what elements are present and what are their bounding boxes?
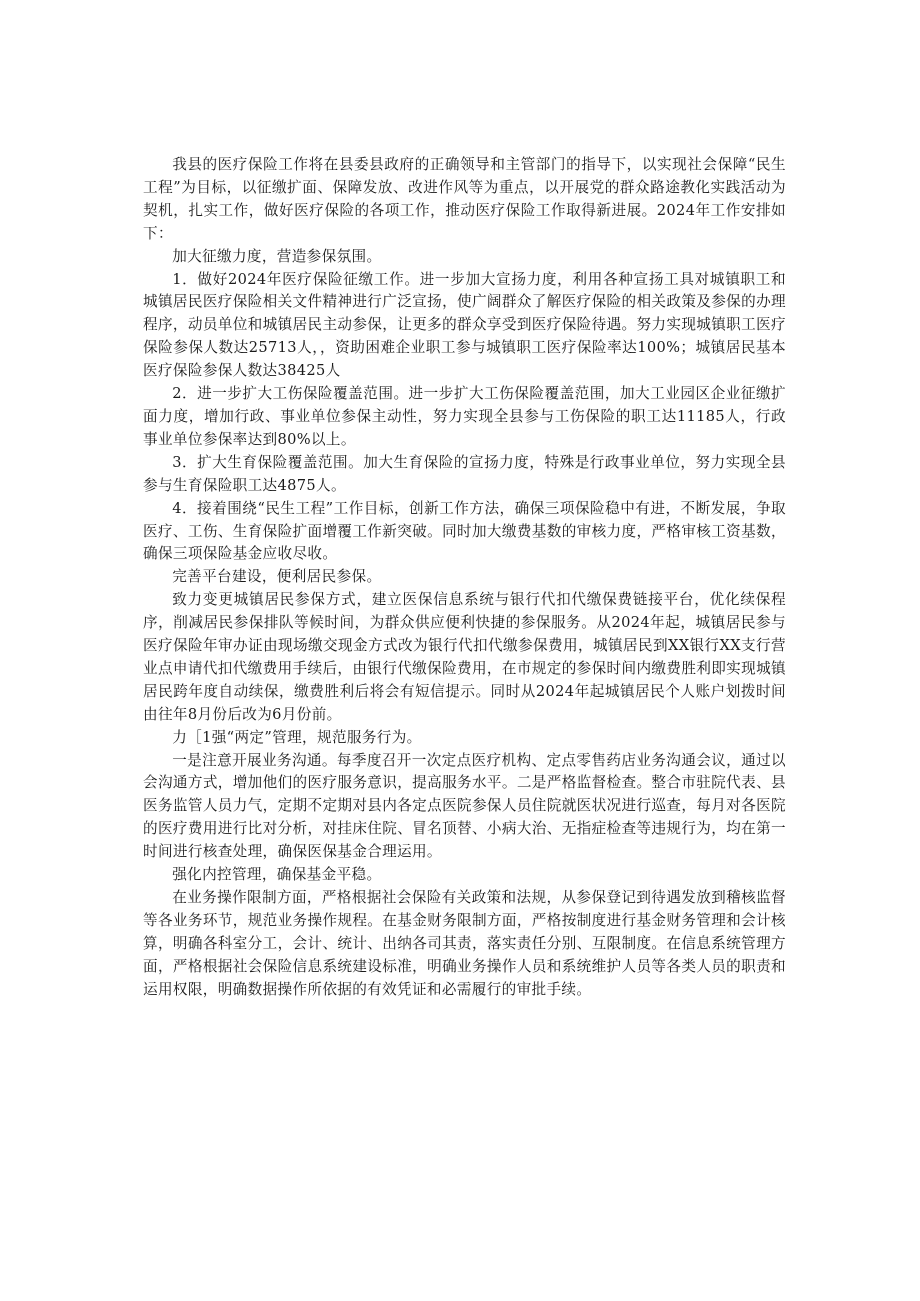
section-heading-platform: 完善平台建设，便利居民参保。	[172, 568, 382, 586]
section-heading-internal-control: 强化内控管理，确保基金平稳。	[172, 866, 382, 884]
platform-paragraph: 致力变更城镇居民参保方式，建立医保信息系统与银行代扣代缴保费链接平台，优化续保程序，削减居民参保排队等候时间，为群众供应便利快捷的参保服务。从2024年起，城镇居民参与医疗保险年审办证由现场缴交现金方式改为银行代扣代缴参保费用，城镇居民到XX银行XX支行营业点申请代扣代缴费用手续后，由银行代缴保险费用，在市规定的参保时间内缴费胜利即实现城镇居民跨年度自动续保，缴费胜利后将会有短信提示。同时从2024年起城镇居民个人账户划拨时间由往年8月份后改为6月份前。	[143, 591, 786, 723]
section-heading-management: 力［1强“两定”管理，规范服务行为。	[172, 728, 422, 746]
item-3-maternity-insurance: 3．扩大生育保险覆盖范围。加大生育保险的宣扬力度，特殊是行政事业单位，努力实现全县参与生育保险职工达4875人。	[143, 453, 786, 494]
item-1-medical-insurance: 1．做好2024年医疗保险征缴工作。进一步加大宣扬力度，利用各种宣扬工具对城镇职工和城镇居民医疗保险相关文件精神进行广泛宣扬，使广阔群众了解医疗保险的相关政策及参保的办理程序，动员单位和城镇居民主动参保，让更多的群众享受到医疗保险待遇。努力实现城镇职工医疗保险参保人数达25713人，，资助困难企业职工参与城镇职工医疗保险率达100%；城镇居民基本医疗保险参保人数达38425人	[143, 270, 786, 380]
document-body	[143, 154, 786, 1002]
item-2-work-injury-insurance: 2．进一步扩大工伤保险覆盖范围。进一步扩大工伤保险覆盖范围，加大工业园区企业征缴扩面力度，增加行政、事业单位参保主动性，努力实现全县参与工伤保险的职工达11185人，行政事业单位参保率达到80%以上。	[143, 385, 786, 448]
internal-control-paragraph: 在业务操作限制方面，严格根据社会保险有关政策和法规，从参保登记到待遇发放到稽核监督等各业务环节，规范业务操作规程。在基金财务限制方面，严格按制度进行基金财务管理和会计核算，明确各科室分工，会计、统计、出纳各司其责，落实责任分别、互限制度。在信息系统管理方面，严格根据社会保险信息系统建设标准，明确业务操作人员和系统维护人员等各类人员的职责和运用权限，明确数据操作所依据的有效凭证和必需履行的审批手续。	[143, 889, 786, 998]
management-paragraph: 一是注意开展业务沟通。每季度召开一次定点医疗机构、定点零售药店业务沟通会议，通过以会沟通方式，增加他们的医疗服务意识，提高服务水平。二是严格监督检查。整合市驻院代表、县医务监管人员力气，定期不定期对县内各定点医院参保人员住院就医状况进行巡查，每月对各医院的医疗费用进行比对分析，对挂床住院、冒名顶替、小病大治、无指症检查等违规行为，均在第一时间进行核查处理，确保医保基金合理运用。	[143, 751, 786, 861]
item-4-livelihood-project: 4．接着围绕“民生工程”工作目标，创新工作方法，确保三项保险稳中有进，不断发展，争取医疗、工伤、生育保险扩面增覆工作新突破。同时加大缴费基数的审核力度，严格审核工资基数，确保三项保险基金应收尽收。	[143, 499, 786, 563]
section-heading-collection: 加大征缴力度，营造参保氛围。	[172, 247, 382, 265]
intro-paragraph: 我县的医疗保险工作将在县委县政府的正确领导和主管部门的指导下，以实现社会保障“民生工程”为目标，以征缴扩面、保障发放、改进作风等为重点，以开展党的群众路途教化实践活动为契机，扎实工作，做好医疗保险的各项工作，推动医疗保险工作取得新进展。2024年工作安排如下：	[143, 156, 786, 242]
